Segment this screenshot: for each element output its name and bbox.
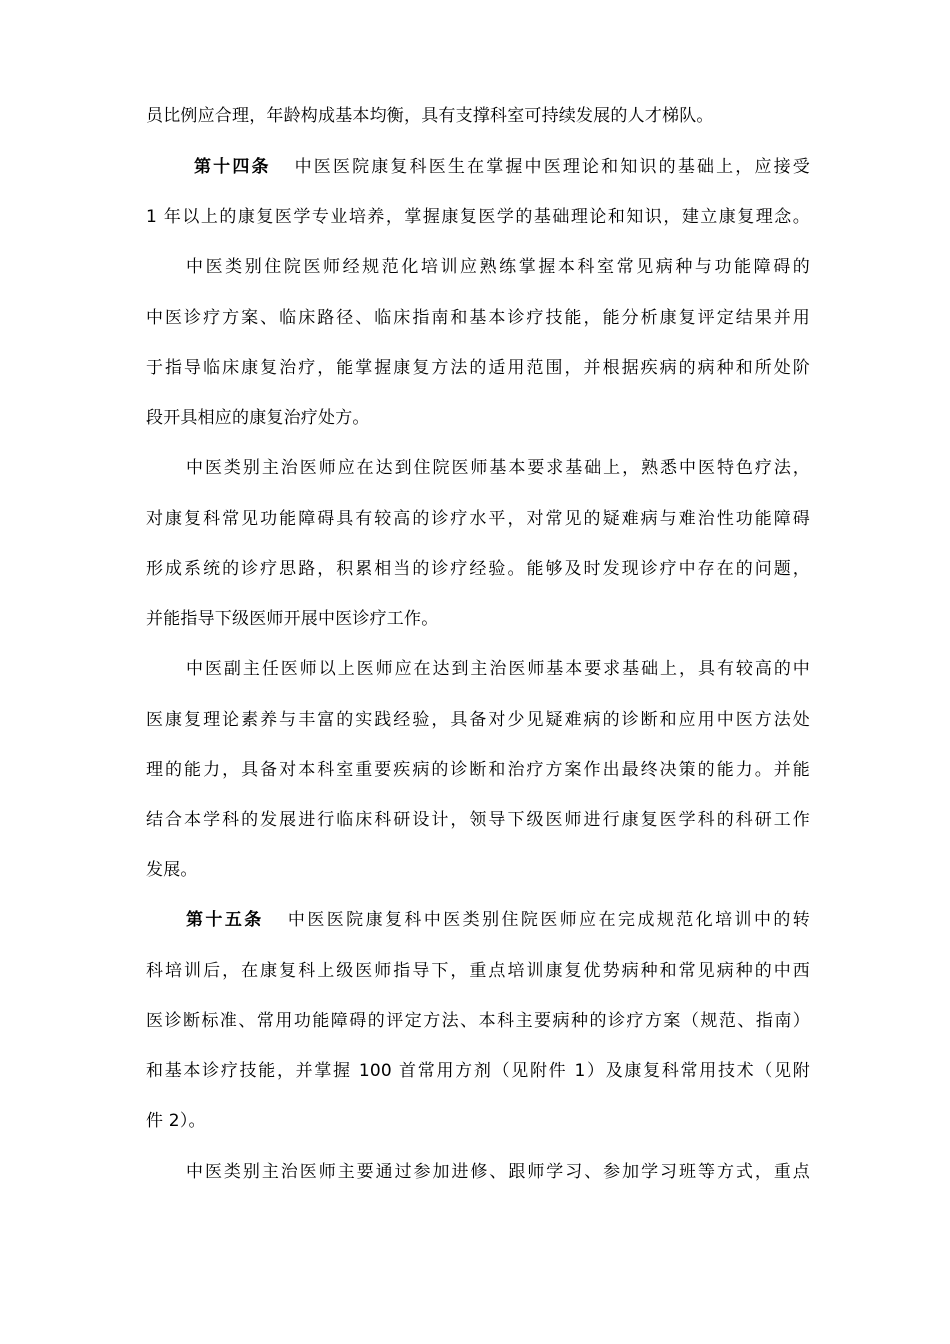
- text-line: 中医类别主治医师应在达到住院医师基本要求基础上，熟悉中医特色疗法，: [186, 458, 810, 478]
- text-line: 理的能力，具备对本科室重要疾病的诊断和治疗方案作出最终决策的能力。并能: [146, 760, 810, 780]
- text-line: 中医副主任医师以上医师应在达到主治医师基本要求基础上，具有较高的中: [186, 659, 810, 679]
- article-text: 中医医院康复科医生在掌握中医理论和知识的基础上，应接受: [292, 157, 810, 177]
- text-line: 科培训后，在康复科上级医师指导下，重点培训康复优势病种和常见病种的中西: [146, 961, 810, 981]
- text-line: 和基本诊疗技能，并掌握 100 首常用方剂（见附件 1）及康复科常用技术（见附: [146, 1061, 810, 1081]
- text-line: 员比例应合理，年龄构成基本均衡，具有支撑科室可持续发展的人才梯队。: [146, 106, 714, 126]
- text-line: 并能指导下级医师开展中医诊疗工作。: [146, 609, 439, 629]
- text-line: 形成系统的诊疗思路，积累相当的诊疗经验。能够及时发现诊疗中存在的问题，: [146, 559, 810, 579]
- article-heading: 第十五条: [186, 910, 264, 930]
- text-line: 对康复科常见功能障碍具有较高的诊疗水平，对常见的疑难病与难治性功能障碍: [146, 509, 810, 529]
- article-line: [194, 155, 810, 179]
- article-line: [186, 908, 810, 932]
- text-line: 医康复理论素养与丰富的实践经验，具备对少见疑难病的诊断和应用中医方法处: [146, 710, 810, 730]
- text-line: 中医类别住院医师经规范化培训应熟练掌握本科室常见病种与功能障碍的: [186, 257, 810, 277]
- article-heading: 第十四条: [194, 157, 271, 177]
- text-line: 中医类别主治医师主要通过参加进修、跟师学习、参加学习班等方式，重点: [186, 1162, 810, 1182]
- text-line: 件 2）。: [146, 1111, 206, 1131]
- article-text: 中医医院康复科中医类别住院医师应在完成规范化培训中的转: [285, 910, 810, 930]
- text-line: 发展。: [146, 860, 198, 880]
- text-line: 段开具相应的康复治疗处方。: [146, 408, 370, 428]
- text-line: 结合本学科的发展进行临床科研设计，领导下级医师进行康复医学科的科研工作: [146, 810, 810, 830]
- text-line: 于指导临床康复治疗，能掌握康复方法的适用范围，并根据疾病的病种和所处阶: [146, 358, 810, 378]
- text-line: 中医诊疗方案、临床路径、临床指南和基本诊疗技能，能分析康复评定结果并用: [146, 308, 810, 328]
- text-line: 医诊断标准、常用功能障碍的评定方法、本科主要病种的诊疗方案（规范、指南）: [146, 1011, 810, 1031]
- text-line: 1 年以上的康复医学专业培养，掌握康复医学的基础理论和知识，建立康复理念。: [146, 207, 810, 227]
